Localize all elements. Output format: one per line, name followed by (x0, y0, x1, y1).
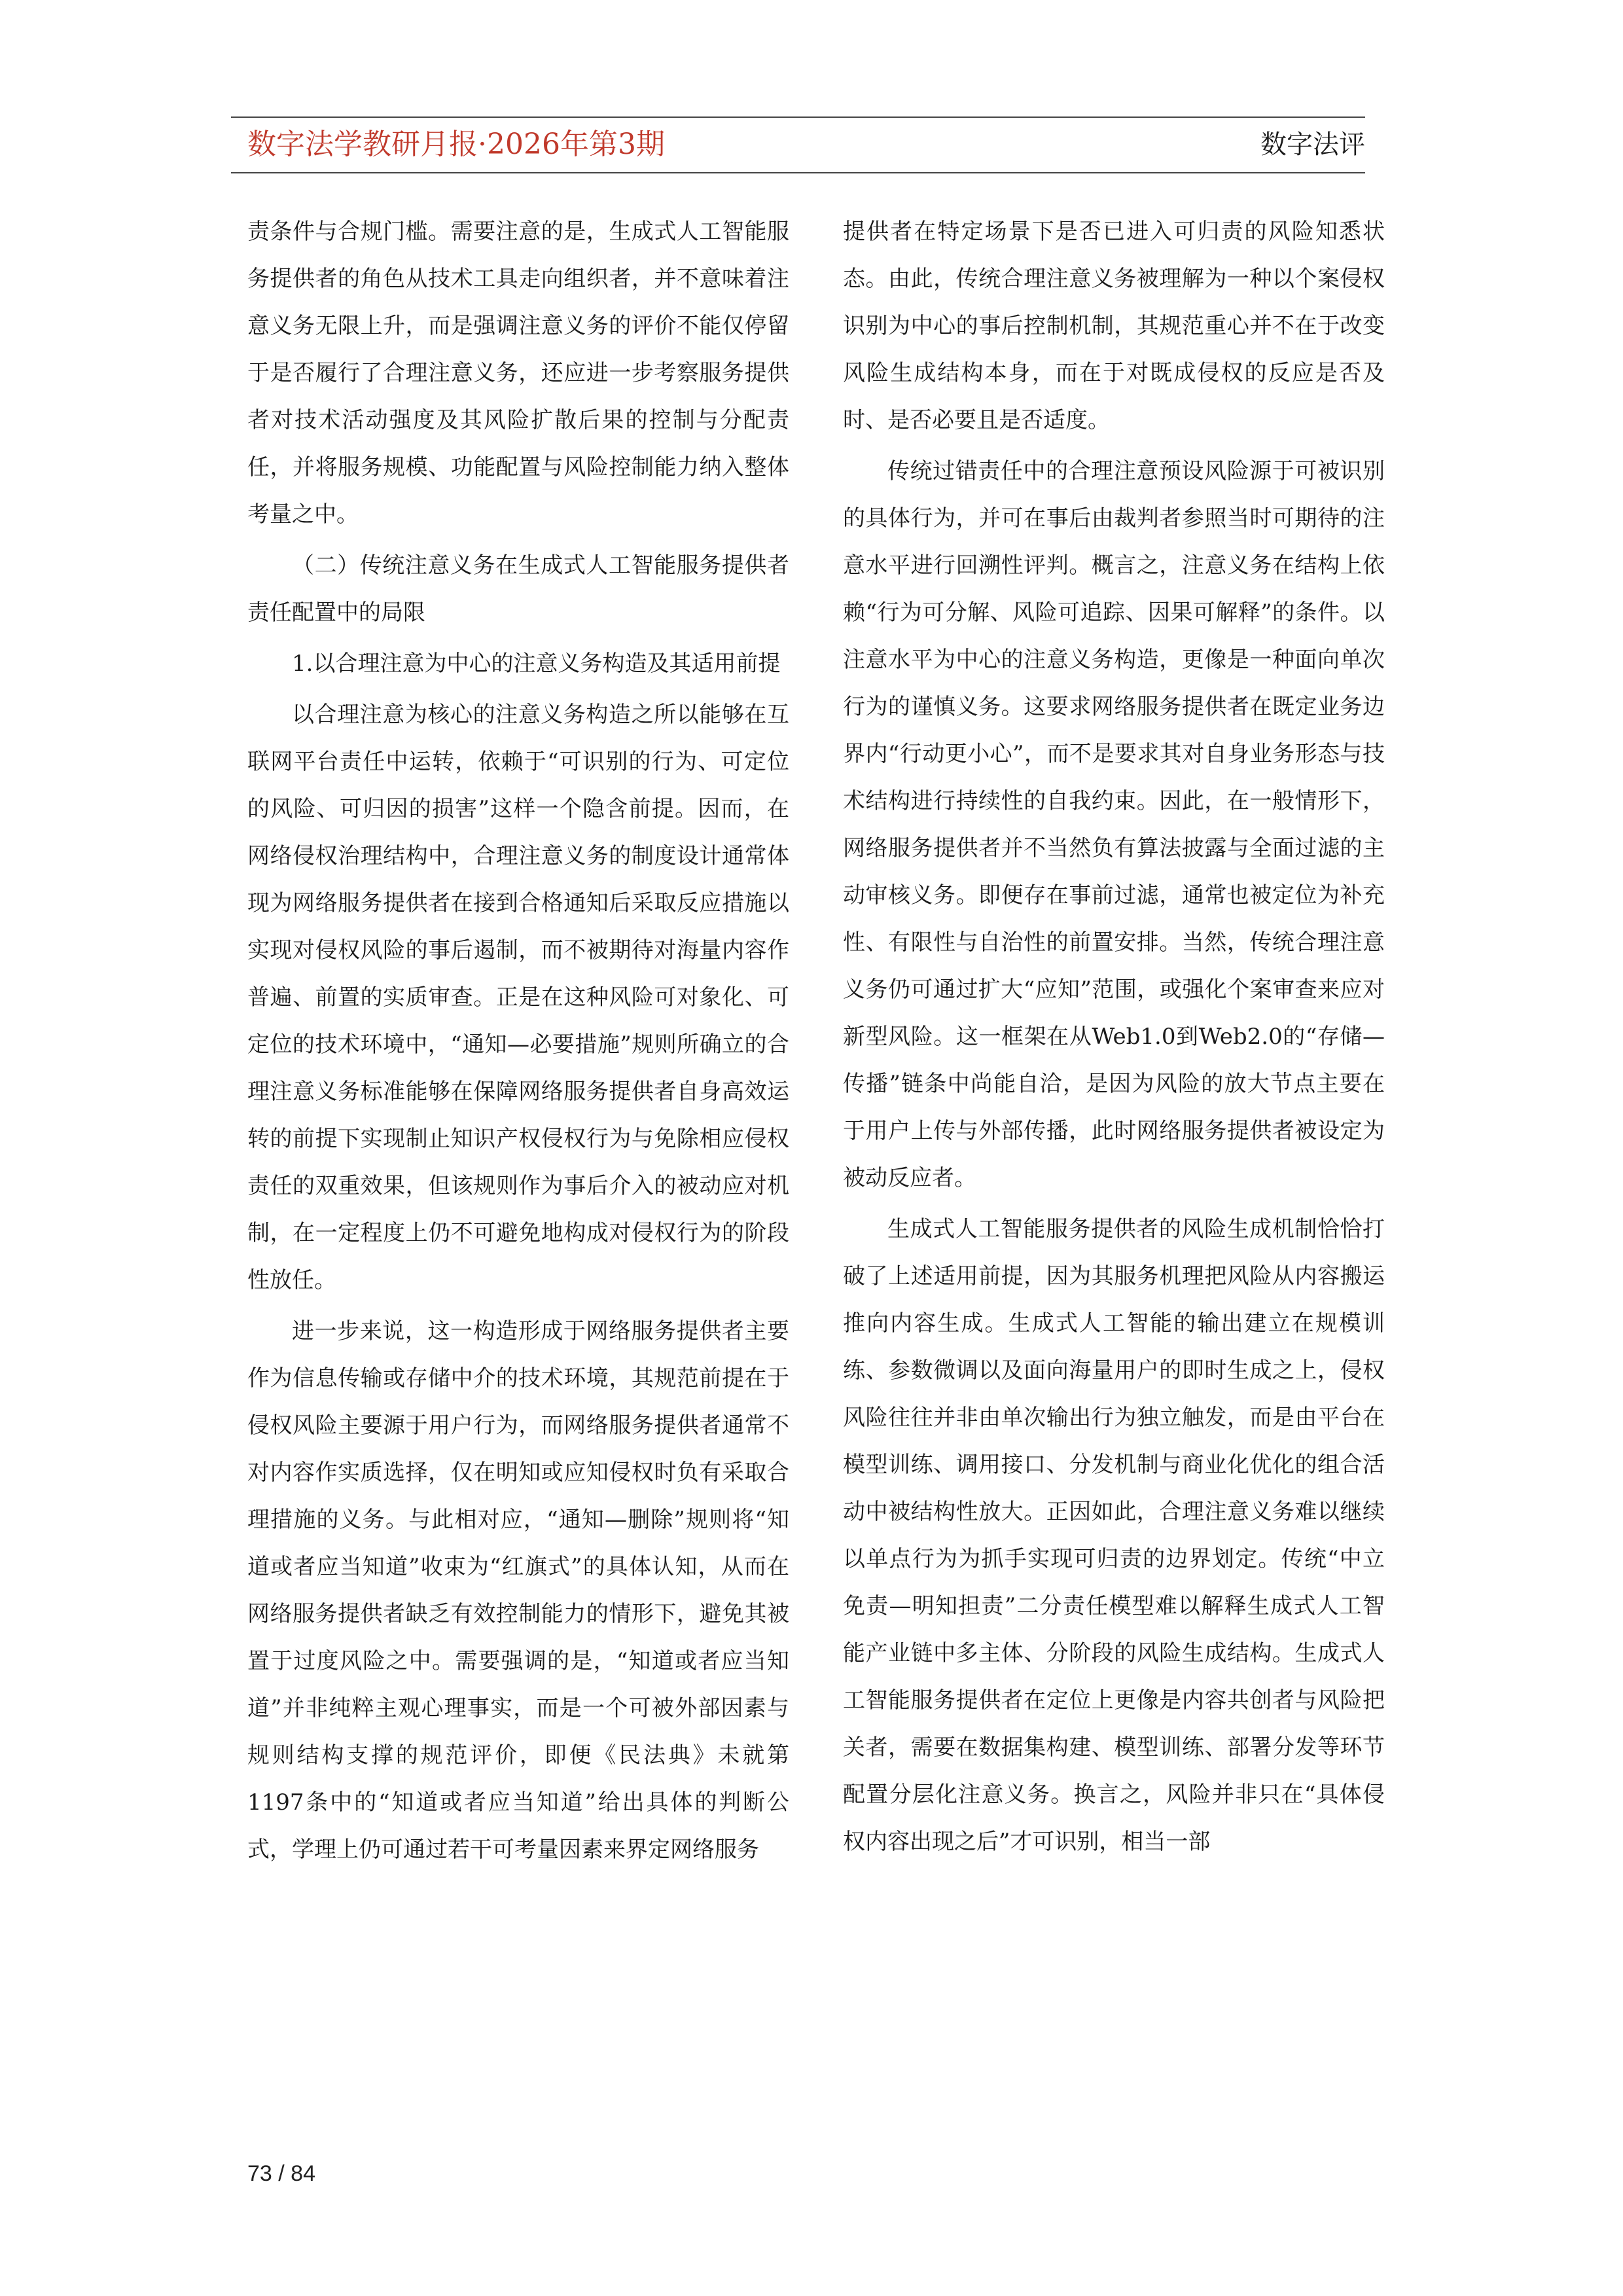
section-heading: （二）传统注意义务在生成式人工智能服务提供者责任配置中的局限 (247, 552, 789, 626)
header-top-rule (231, 117, 1365, 118)
paragraph: 以合理注意为核心的注意义务构造之所以能够在互联网平台责任中运转，依赖于“可识别的行为、可定位的风险、可归因的损害”这样一个隐含前提。因而，在网络侵权治理结构中，合理注意义务的制度设计通常体现为网络服务提供者在接到合格通知后采取反应措施以实现对侵权风险的事后遏制，而不被期待对海量内容作普遍、前置的实质审查。正是在这种风险可对象化、可定位的技术环境中，“通知—必要措施”规则所确立的合理注意义务标准能够在保障网络服务提供者自身高效运转的前提下实现制止知识产权侵权行为与免除相应侵权责任的双重效果，但该规则作为事后介入的被动应对机制，在一定程度上仍不可避免地构成对侵权行为的阶段性放任。 (247, 702, 789, 1293)
paragraph: 进一步来说，这一构造形成于网络服务提供者主要作为信息传输或存储中介的技术环境，其规范前提在于侵权风险主要源于用户行为，而网络服务提供者通常不对内容作实质选择，仅在明知或应知侵权时负有采取合理措施的义务。与此相对应，“通知—删除”规则将“知道或者应当知道”收束为“红旗式”的具体认知，从而在网络服务提供者缺乏有效控制能力的情形下，避免其被置于过度风险之中。需要强调的是，“知道或者应当知道”并非纯粹主观心理事实，而是一个可被外部因素与规则结构支撑的规范评价，即便《民法典》未就第1197条中的“知道或者应当知道”给出具体的判断公式，学理上仍可通过若干可考量因素来界定网络服务 (247, 1318, 789, 1863)
section-name: 数字法评 (1260, 130, 1365, 160)
paragraph: 传统过错责任中的合理注意预设风险源于可被识别的具体行为，并可在事后由裁判者参照当时可期待的注意水平进行回溯性评判。概言之，注意义务在结构上依赖“行为可分解、风险可追踪、因果可解释”的条件。以注意水平为中心的注意义务构造，更像是一种面向单次行为的谨慎义务。这要求网络服务提供者在既定业务边界内“行动更小心”，而不是要求其对自身业务形态与技术结构进行持续性的自我约束。因此，在一般情形下，网络服务提供者并不当然负有算法披露与全面过滤的主动审核义务。即便存在事前过滤，通常也被定位为补充性、有限性与自治性的前置安排。当然，传统合理注意义务仍可通过扩大“应知”范围，或强化个案审查来应对新型风险。这一框架在从Web1.0到Web2.0的“存储—传播”链条中尚能自洽，是因为风险的放大节点主要在于用户上传与外部传播，此时网络服务提供者被设定为被动反应者。 (843, 458, 1385, 1191)
paragraph: 提供者在特定场景下是否已进入可归责的风险知悉状态。由此，传统合理注意义务被理解为一种以个案侵权识别为中心的事后控制机制，其规范重心并不在于改变风险生成结构本身，而在于对既成侵权的反应是否及时、是否必要且是否适度。 (843, 219, 1385, 433)
page-number: 73 / 84 (247, 2161, 315, 2186)
left-text-column (247, 208, 789, 1877)
paragraph: 责条件与合规门槛。需要注意的是，生成式人工智能服务提供者的角色从技术工具走向组织者，并不意味着注意义务无限上升，而是强调注意义务的评价不能仅停留于是否履行了合理注意义务，还应进一步考察服务提供者对技术活动强度及其风险扩散后果的控制与分配责任，并将服务规模、功能配置与风险控制能力纳入整体考量之中。 (247, 219, 789, 528)
subsection-heading: 1.以合理注意为中心的注意义务构造及其适用前提 (292, 651, 781, 677)
header-bottom-rule (231, 172, 1365, 173)
right-text-column (843, 208, 1385, 1869)
journal-title: 数字法学教研月报·2026年第3期 (247, 128, 665, 161)
paragraph: 生成式人工智能服务提供者的风险生成机制恰恰打破了上述适用前提，因为其服务机理把风险从内容搬运推向内容生成。生成式人工智能的输出建立在规模训练、参数微调以及面向海量用户的即时生成之上，侵权风险往往并非由单次输出行为独立触发，而是由平台在模型训练、调用接口、分发机制与商业化优化的组合活动中被结构性放大。正因如此，合理注意义务难以继续以单点行为为抓手实现可归责的边界划定。传统“中立免责—明知担责”二分责任模型难以解释生成式人工智能产业链中多主体、分阶段的风险生成结构。生成式人工智能服务提供者在定位上更像是内容共创者与风险把关者，需要在数据集构建、模型训练、部署分发等环节配置分层化注意义务。换言之，风险并非只在“具体侵权内容出现之后”才可识别，相当一部 (843, 1216, 1385, 1855)
